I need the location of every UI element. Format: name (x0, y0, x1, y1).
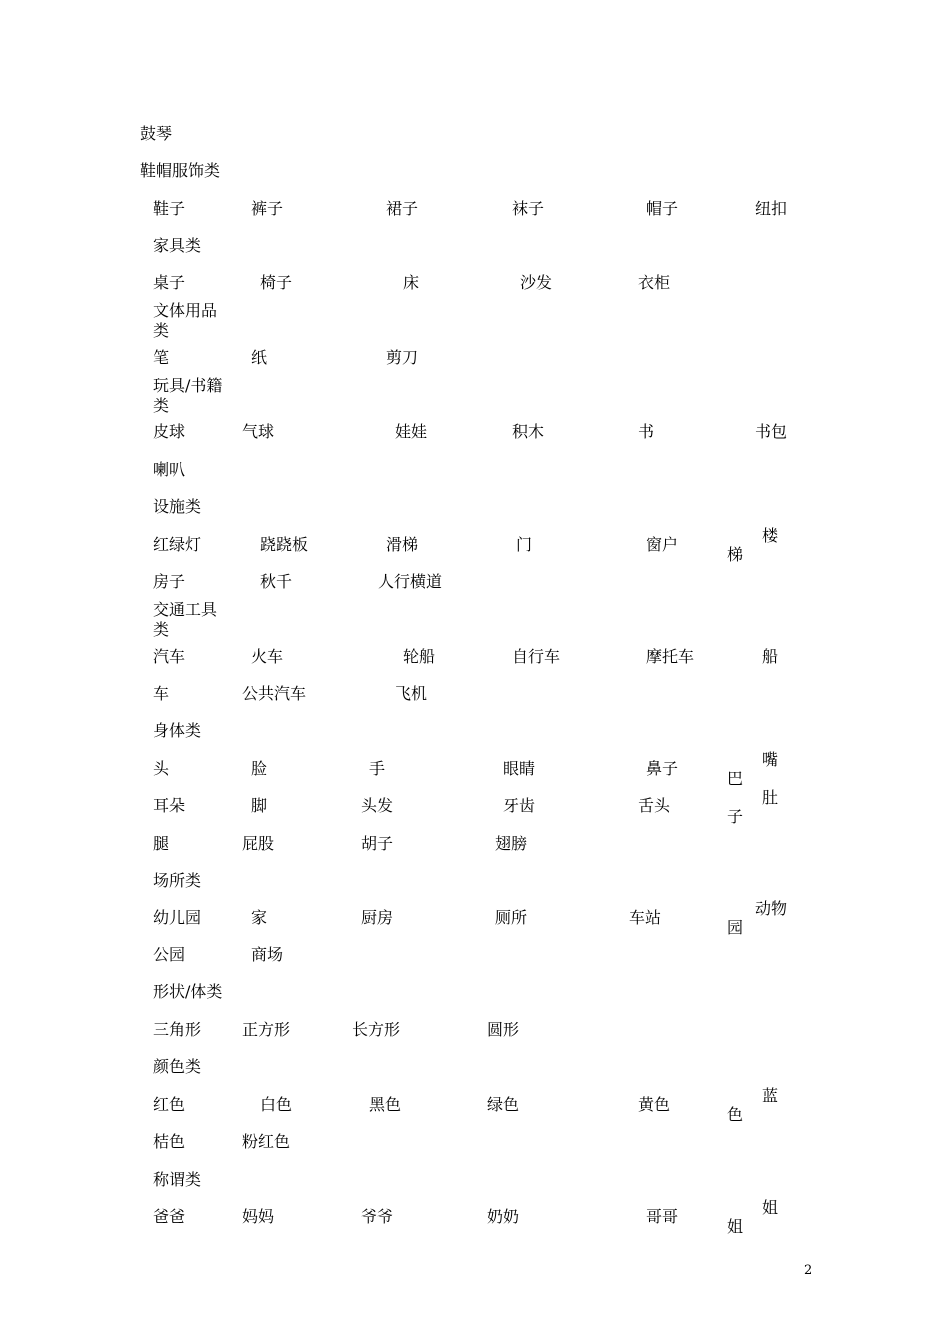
vocab-item: 火车 (251, 647, 284, 666)
category-heading: 玩具/书籍类 (153, 376, 223, 415)
vocab-item: 翅膀 (495, 834, 528, 853)
vocab-item: 脚 (251, 796, 268, 815)
vocab-item: 沙发 (520, 273, 553, 292)
vocab-item: 窗户 (646, 535, 679, 554)
category-heading: 鞋帽服饰类 (140, 161, 221, 180)
category-heading: 颜色类 (153, 1057, 202, 1076)
vocab-item: 头 (153, 759, 170, 778)
vocab-item: 门 (516, 535, 533, 554)
vocab-item: 积木 (512, 422, 545, 441)
vocab-item: 轮船 (403, 647, 436, 666)
vocab-item-fragment: 色 (727, 1105, 744, 1124)
vocab-item: 帽子 (646, 199, 679, 218)
vocab-item: 爷爷 (361, 1207, 394, 1226)
vocab-item: 皮球 (153, 422, 186, 441)
vocab-item: 公园 (153, 945, 186, 964)
vocab-item-fragment: 动物 (755, 899, 788, 918)
vocab-item: 秋千 (260, 572, 293, 591)
vocab-item: 气球 (242, 422, 275, 441)
vocab-item-fragment: 园 (727, 918, 744, 937)
vocab-item-fragment: 楼 (762, 526, 779, 545)
vocab-item: 房子 (153, 572, 186, 591)
vocab-item: 牙齿 (503, 796, 536, 815)
vocab-item-fragment: 巴 (727, 769, 744, 788)
vocab-item: 手 (369, 759, 386, 778)
vocab-item: 红色 (153, 1095, 186, 1114)
vocab-item: 裙子 (386, 199, 419, 218)
category-heading: 身体类 (153, 721, 202, 740)
category-heading: 交通工具类 (153, 600, 218, 639)
vocab-item: 自行车 (512, 647, 561, 666)
vocab-item: 人行横道 (378, 572, 443, 591)
vocab-item: 胡子 (361, 834, 394, 853)
vocab-item: 长方形 (352, 1020, 401, 1039)
vocab-item: 飞机 (395, 684, 428, 703)
vocab-item: 哥哥 (646, 1207, 679, 1226)
vocab-item: 床 (403, 273, 420, 292)
vocab-item: 滑梯 (386, 535, 419, 554)
page-number: 2 (804, 1263, 813, 1278)
vocab-item: 书 (638, 422, 655, 441)
vocab-item: 黄色 (638, 1095, 671, 1114)
vocab-item: 幼儿园 (153, 908, 202, 927)
vocab-item: 三角形 (153, 1020, 202, 1039)
vocab-item: 船 (762, 647, 779, 666)
vocab-item: 红绿灯 (153, 535, 202, 554)
vocab-item: 白色 (260, 1095, 293, 1114)
category-heading: 家具类 (153, 236, 202, 255)
vocab-item: 鼓琴 (140, 124, 173, 143)
vocab-item-fragment: 子 (727, 807, 744, 826)
vocab-item: 圆形 (487, 1020, 520, 1039)
vocab-item: 纽扣 (755, 199, 788, 218)
vocab-item: 车 (153, 684, 170, 703)
category-heading: 形状/体类 (153, 982, 223, 1001)
vocab-item: 跷跷板 (260, 535, 309, 554)
vocab-item: 妈妈 (242, 1207, 275, 1226)
vocab-item: 袜子 (512, 199, 545, 218)
vocab-item: 正方形 (242, 1020, 291, 1039)
vocab-item: 桌子 (153, 273, 186, 292)
vocab-item: 绿色 (487, 1095, 520, 1114)
vocab-item: 奶奶 (487, 1207, 520, 1226)
vocab-item: 厨房 (361, 908, 394, 927)
vocab-item: 娃娃 (395, 422, 428, 441)
vocab-item: 汽车 (153, 647, 186, 666)
vocab-item: 舌头 (638, 796, 671, 815)
vocab-item-fragment: 姐 (762, 1198, 779, 1217)
vocab-item-fragment: 蓝 (762, 1086, 779, 1105)
vocab-item: 剪刀 (386, 348, 419, 367)
category-heading: 设施类 (153, 497, 202, 516)
vocab-item: 屁股 (242, 834, 275, 853)
vocab-item: 鞋子 (153, 199, 186, 218)
vocab-item: 摩托车 (646, 647, 695, 666)
vocab-item: 公共汽车 (242, 684, 307, 703)
vocab-item: 脸 (251, 759, 268, 778)
vocab-item: 纸 (251, 348, 268, 367)
vocab-item: 衣柜 (638, 273, 671, 292)
vocab-item: 家 (251, 908, 268, 927)
vocab-item: 鼻子 (646, 759, 679, 778)
clipped-line-wrapper (727, 1217, 747, 1236)
vocab-item: 粉红色 (242, 1132, 291, 1151)
vocab-item-fragment: 肚 (762, 788, 779, 807)
vocab-item: 车站 (629, 908, 662, 927)
vocab-item: 厕所 (495, 908, 528, 927)
vocab-item: 爸爸 (153, 1207, 186, 1226)
vocab-item: 头发 (361, 796, 394, 815)
vocab-item: 腿 (153, 834, 170, 853)
vocab-item: 眼睛 (503, 759, 536, 778)
vocab-item: 耳朵 (153, 796, 186, 815)
vocab-item-fragment-clipped: 姐 (727, 1217, 744, 1236)
category-heading: 场所类 (153, 871, 202, 890)
vocab-item: 书包 (755, 422, 788, 441)
vocab-item-fragment: 嘴 (762, 750, 779, 769)
vocab-item: 笔 (153, 348, 170, 367)
vocab-item: 商场 (251, 945, 284, 964)
category-heading: 称谓类 (153, 1170, 202, 1189)
vocab-item-fragment: 梯 (727, 545, 744, 564)
vocab-item: 喇叭 (153, 460, 186, 479)
category-heading: 文体用品类 (153, 301, 218, 340)
vocab-item: 黑色 (369, 1095, 402, 1114)
vocab-item: 桔色 (153, 1132, 186, 1151)
vocab-item: 裤子 (251, 199, 284, 218)
vocab-item: 椅子 (260, 273, 293, 292)
